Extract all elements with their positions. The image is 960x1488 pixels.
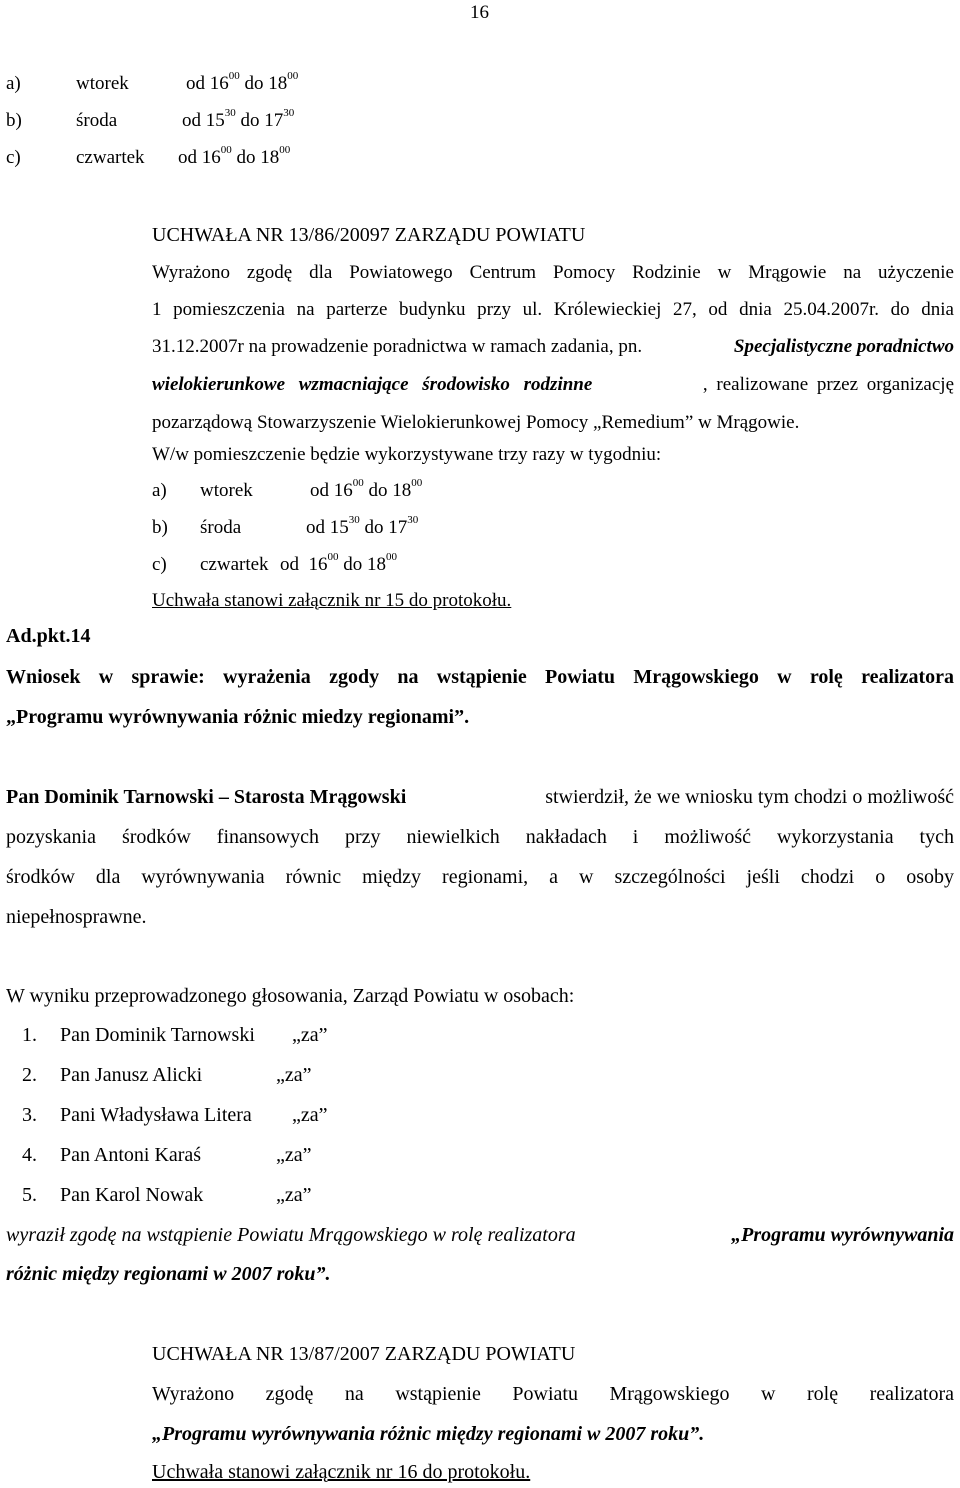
page-number: 16	[470, 2, 489, 23]
resolution-text-line: W/w pomieszczenie będzie wykorzystywane trzy razy w tygodniu:	[152, 444, 662, 465]
schedule-row: c) czwartek od $16^{00}$ do $18^{00}$	[6, 144, 291, 168]
resolution-text-line: pozarządową Stowarzyszenie Wielokierunkowej Pomocy „Remedium” w Mrągowie.	[152, 412, 800, 433]
list-item: 5. Pan Karol Nowak „za”	[22, 1184, 312, 1206]
schedule-row: b) środa od $15^{30}$ do $17^{30}$	[6, 107, 295, 131]
request-heading: Wniosek w sprawie: wyrażenia zgody na wstąpienie Powiatu Mrągowskiego w rolę realizatora	[6, 666, 954, 688]
resolution-text-line: „Programu wyrównywania różnic między regionami w 2007 roku”.	[152, 1423, 705, 1445]
list-item: 1. Pan Dominik Tarnowski „za”	[22, 1024, 328, 1046]
vote-intro: W wyniku przeprowadzonego głosowania, Zarząd Powiatu w osobach:	[6, 985, 575, 1007]
list-item: 3. Pani Władysława Litera „za”	[22, 1104, 328, 1126]
list-item: 4. Pan Antoni Karaś „za”	[22, 1144, 312, 1166]
resolution-title: UCHWAŁA NR 13/86/20097 ZARZĄDU POWIATU	[152, 224, 586, 246]
speech-paragraph: Pan Dominik Tarnowski – Starosta Mrągowski stwierdził, że we wniosku tym chodzi o możliwość pozyskania środków finansowych przy niewielkich nakładach i możliwość wykorzystania tych środków dla wyrównywania równic między regionami, a w szczególności jeśli chodzi o osoby niepełnosprawne.	[6, 786, 954, 928]
resolution-text-line: 1 pomieszczenia na parterze budynku przy ul. Królewieckiej 27, od dnia 25.04.2007r. do dnia	[152, 299, 954, 320]
schedule-row: a) wtorek od $16^{00}$ do $18^{00}$	[152, 477, 423, 501]
resolution-text-line: 31.12.2007r na prowadzenie poradnictwa w ramach zadania, pn. Specjalistyczne poradnictwo	[152, 336, 954, 357]
request-heading: „Programu wyrównywania różnic miedzy regionami”.	[6, 706, 470, 728]
schedule-row: a) wtorek od $16^{00}$ do $18^{00}$	[6, 70, 299, 94]
speaker-name: Pan Dominik Tarnowski – Starosta Mrągowski	[6, 786, 407, 808]
resolution-text-line: Wyrażono zgodę na wstąpienie Powiatu Mrągowskiego w rolę realizatora	[152, 1383, 954, 1405]
resolution-text-line: wielokierunkowe wzmacniające środowisko rodzinne , realizowane przez organizację	[152, 374, 954, 395]
resolution-title: UCHWAŁA NR 13/87/2007 ZARZĄDU POWIATU	[152, 1343, 576, 1365]
resolution-text-line: Wyrażono zgodę dla Powiatowego Centrum Pomocy Rodzinie w Mrągowie na użyczenie	[152, 262, 954, 283]
program-name: wielokierunkowe wzmacniające środowisko rodzinne	[152, 374, 593, 395]
schedule-row: c) czwartek od $16^{00}$ do $18^{00}$	[152, 551, 397, 575]
attachment-note: Uchwała stanowi załącznik nr 15 do protokołu.	[152, 590, 512, 611]
agenda-item-label: Ad.pkt.14	[6, 625, 91, 647]
attachment-note: Uchwała stanowi załącznik nr 16 do protokołu.	[152, 1461, 531, 1483]
schedule-row: b) środa od $15^{30}$ do $17^{30}$	[152, 514, 419, 538]
decision-text: różnic między regionami w 2007 roku”.	[6, 1263, 331, 1285]
decision-text: wyraził zgodę na wstąpienie Powiatu Mrągowskiego w rolę realizatora „Programu wyrównywania	[6, 1224, 954, 1246]
list-item: 2. Pan Janusz Alicki „za”	[22, 1064, 312, 1086]
